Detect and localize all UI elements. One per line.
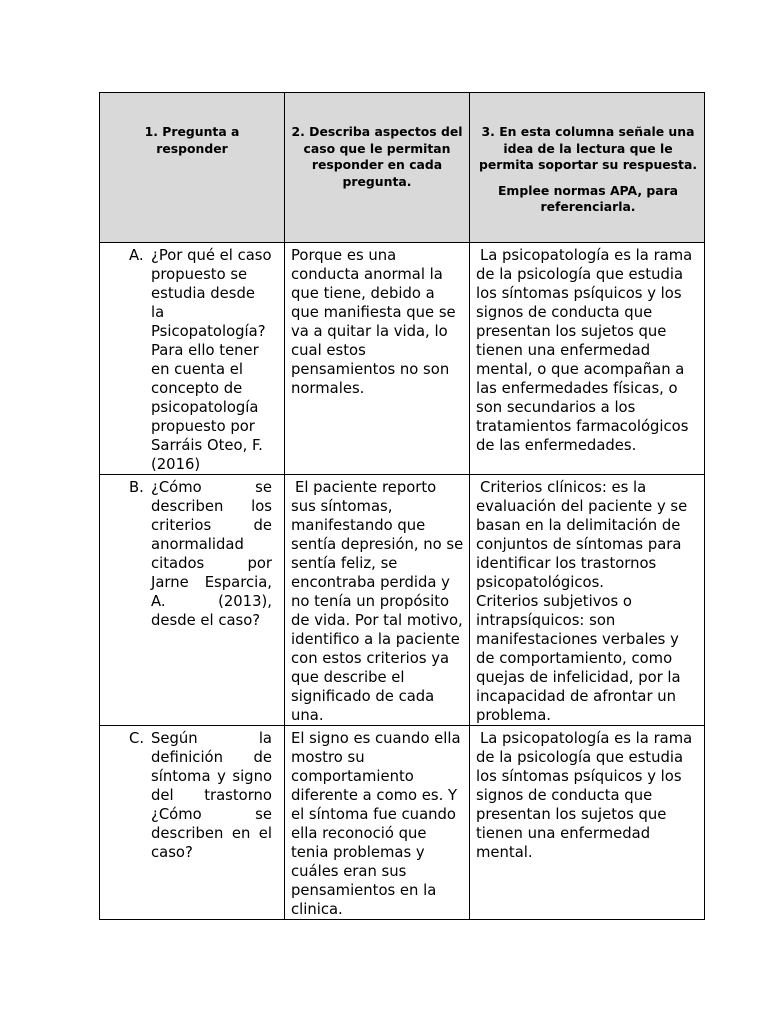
table-row xyxy=(100,475,705,726)
header-reading-idea xyxy=(470,93,705,243)
case-aspects-cell xyxy=(285,475,470,726)
reading-idea-text: Criterios clínicos: es la evaluación del paciente y se basan en la delimitación de conjuntos de síntomas para identificar los trastornos psicopatológicos. xyxy=(476,479,688,591)
header-apa-note: Emplee normas APA, para referenciarla. xyxy=(497,182,679,214)
question-text: ¿Por qué el caso propuesto se estudia desde la Psicopatología? Para ello tener en cuenta el concepto de psicopatología propuesto por Sarráis Oteo, F. (2016) xyxy=(151,247,272,473)
case-aspects-text: Porque es una conducta anormal la que tiene, debido a que manifiesta que se va a quitar la vida, lo cual estos pensamientos no son normales. xyxy=(291,247,456,397)
question-text: Según la definición de síntoma y signo del trastorno ¿Cómo se describen en el caso? xyxy=(151,730,272,861)
header-case-aspects xyxy=(285,93,470,243)
question-cell xyxy=(100,726,285,920)
reading-idea-text: La psicopatología es la rama de la psicología que estudia los síntomas psíquicos y los signos de conducta que presentan los sujetos que tienen una enfermedad mental, o que acompañan a las enfermedades físicas, o son secundarios a los tratamientos farmacológicos de las enfermedades. xyxy=(476,247,693,454)
case-analysis-table xyxy=(99,92,705,920)
reading-idea-cell xyxy=(470,726,705,920)
reading-idea-cell xyxy=(470,475,705,726)
reading-idea-cell xyxy=(470,243,705,475)
header-reading-idea-text: 3. En esta columna señale una idea de la lectura que le permita soportar su respuesta. xyxy=(478,124,698,172)
question-cell xyxy=(100,243,285,475)
header-question xyxy=(100,93,285,243)
header-case-aspects-text: 2. Describa aspectos del caso que le permitan responder en cada pregunta. xyxy=(291,124,463,189)
case-aspects-text: El paciente reporto sus síntomas, manifestando que sentía depresión, no se sentía feliz, se encontraba perdida y no tenía un propósito de vida. Por tal motivo, identifico a la paciente con estos criterios ya que describe el significado de cada una. xyxy=(291,479,464,724)
header-question-text: 1. Pregunta a responder xyxy=(144,124,240,156)
question-cell xyxy=(100,475,285,726)
question-label: C. xyxy=(129,730,145,747)
table-header-row xyxy=(100,93,705,243)
question-text: ¿Cómo se describen los criterios de anormalidad citados por Jarne Esparcia, A. (2013), desde el caso? xyxy=(151,479,272,629)
table-row xyxy=(100,243,705,475)
question-label: B. xyxy=(129,479,144,496)
reading-idea-text: La psicopatología es la rama de la psicología que estudia los síntomas psíquicos y los signos de conducta que presentan los sujetos que tienen una enfermedad mental. xyxy=(476,730,693,861)
question-label: A. xyxy=(129,247,144,264)
case-aspects-cell xyxy=(285,243,470,475)
table-row xyxy=(100,726,705,920)
case-aspects-text: El signo es cuando ella mostro su comportamiento diferente a como es. Y el síntoma fue cuando ella reconoció que tenia problemas y cuáles eran sus pensamientos en la clinica. xyxy=(291,730,461,918)
reading-idea-text-2: Criterios subjetivos o intrapsíquicos: son manifestaciones verbales y de comportamiento, como quejas de infelicidad, por la incapacidad de afrontar un problema. xyxy=(476,593,681,724)
case-aspects-cell xyxy=(285,726,470,920)
